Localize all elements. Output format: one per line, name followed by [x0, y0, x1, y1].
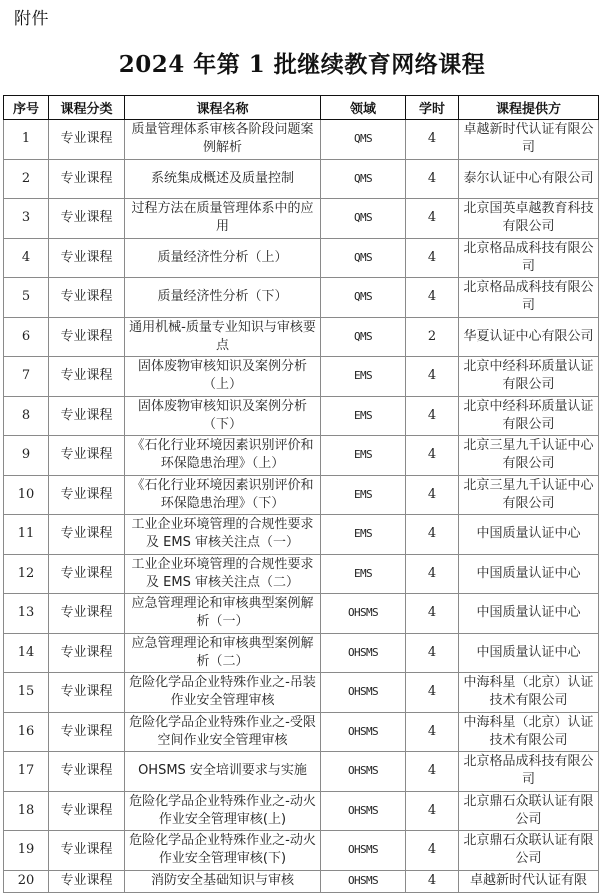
cell-domain: EMS — [321, 475, 406, 515]
cell-category: 专业课程 — [49, 199, 125, 239]
cell-provider: 北京鼎石众联认证有限公司 — [459, 791, 599, 831]
table-row — [4, 278, 599, 318]
cell-provider: 卓越新时代认证有限公司 — [459, 120, 599, 160]
cell-domain: EMS — [321, 436, 406, 476]
cell-hours: 4 — [406, 515, 459, 555]
cell-course-name: 固体废物审核知识及案例分析（上） — [125, 357, 321, 397]
column-header-no: 序号 — [4, 96, 49, 120]
cell-category: 专业课程 — [49, 317, 125, 357]
cell-provider: 北京格品成科技有限公司 — [459, 752, 599, 792]
course-table — [3, 95, 599, 893]
cell-no: 15 — [4, 673, 49, 713]
cell-category: 专业课程 — [49, 238, 125, 278]
cell-hours: 2 — [406, 317, 459, 357]
cell-provider: 北京国英卓越教育科技有限公司 — [459, 199, 599, 239]
cell-course-name: 《石化行业环境因素识别评价和环保隐患治理》（上） — [125, 436, 321, 476]
cell-domain: EMS — [321, 396, 406, 436]
cell-hours: 4 — [406, 594, 459, 634]
cell-course-name: 质量经济性分析（下） — [125, 278, 321, 318]
table-row — [4, 199, 599, 239]
cell-no: 18 — [4, 791, 49, 831]
cell-category: 专业课程 — [49, 515, 125, 555]
cell-course-name: 系统集成概述及质量控制 — [125, 159, 321, 199]
cell-provider: 北京格品成科技有限公司 — [459, 278, 599, 318]
cell-domain: OHSMS — [321, 673, 406, 713]
cell-course-name: 危险化学品企业特殊作业之-吊装作业安全管理审核 — [125, 673, 321, 713]
cell-domain: EMS — [321, 554, 406, 594]
cell-course-name: 应急管理理论和审核典型案例解析（二） — [125, 633, 321, 673]
cell-category: 专业课程 — [49, 436, 125, 476]
cell-domain: OHSMS — [321, 791, 406, 831]
table-row — [4, 238, 599, 278]
cell-domain: EMS — [321, 515, 406, 555]
cell-course-name: 《石化行业环境因素识别评价和环保隐患治理》（下） — [125, 475, 321, 515]
cell-hours: 4 — [406, 633, 459, 673]
cell-no: 5 — [4, 278, 49, 318]
cell-course-name: 质量经济性分析（上） — [125, 238, 321, 278]
cell-no: 3 — [4, 199, 49, 239]
table-row — [4, 673, 599, 713]
cell-hours: 4 — [406, 436, 459, 476]
table-header-row — [4, 96, 599, 120]
table-row — [4, 554, 599, 594]
cell-no: 19 — [4, 831, 49, 871]
cell-no: 20 — [4, 870, 49, 892]
cell-provider: 华夏认证中心有限公司 — [459, 317, 599, 357]
cell-domain: QMS — [321, 317, 406, 357]
column-header-domain: 领域 — [321, 96, 406, 120]
table-row — [4, 120, 599, 160]
cell-category: 专业课程 — [49, 396, 125, 436]
cell-course-name: 危险化学品企业特殊作业之-动火作业安全管理审核(上) — [125, 791, 321, 831]
cell-domain: OHSMS — [321, 594, 406, 634]
cell-no: 4 — [4, 238, 49, 278]
table-row — [4, 712, 599, 752]
cell-course-name: 工业企业环境管理的合规性要求及 EMS 审核关注点（一） — [125, 515, 321, 555]
cell-hours: 4 — [406, 475, 459, 515]
cell-hours: 4 — [406, 712, 459, 752]
cell-provider: 中国质量认证中心 — [459, 633, 599, 673]
cell-category: 专业课程 — [49, 791, 125, 831]
cell-provider: 泰尔认证中心有限公司 — [459, 159, 599, 199]
cell-category: 专业课程 — [49, 752, 125, 792]
cell-provider: 中海科星（北京）认证技术有限公司 — [459, 712, 599, 752]
cell-course-name: 固体废物审核知识及案例分析（下） — [125, 396, 321, 436]
cell-course-name: 应急管理理论和审核典型案例解析（一） — [125, 594, 321, 634]
table-row — [4, 317, 599, 357]
cell-domain: QMS — [321, 199, 406, 239]
cell-provider: 卓越新时代认证有限 — [459, 870, 599, 892]
cell-provider: 北京中经科环质量认证有限公司 — [459, 357, 599, 397]
cell-no: 12 — [4, 554, 49, 594]
cell-course-name: 过程方法在质量管理体系中的应用 — [125, 199, 321, 239]
cell-category: 专业课程 — [49, 712, 125, 752]
cell-domain: QMS — [321, 238, 406, 278]
cell-hours: 4 — [406, 199, 459, 239]
cell-provider: 中国质量认证中心 — [459, 554, 599, 594]
cell-no: 10 — [4, 475, 49, 515]
cell-hours: 4 — [406, 752, 459, 792]
cell-hours: 4 — [406, 120, 459, 160]
table-row — [4, 752, 599, 792]
cell-course-name: 危险化学品企业特殊作业之-动火作业安全管理审核(下) — [125, 831, 321, 871]
cell-provider: 北京三星九千认证中心有限公司 — [459, 436, 599, 476]
cell-domain: QMS — [321, 159, 406, 199]
cell-no: 7 — [4, 357, 49, 397]
cell-category: 专业课程 — [49, 554, 125, 594]
cell-course-name: 质量管理体系审核各阶段问题案例解析 — [125, 120, 321, 160]
table-row — [4, 357, 599, 397]
cell-category: 专业课程 — [49, 159, 125, 199]
table-row — [4, 436, 599, 476]
table-row — [4, 159, 599, 199]
cell-category: 专业课程 — [49, 673, 125, 713]
cell-hours: 4 — [406, 159, 459, 199]
cell-no: 8 — [4, 396, 49, 436]
cell-provider: 中国质量认证中心 — [459, 594, 599, 634]
cell-course-name: 通用机械-质量专业知识与审核要点 — [125, 317, 321, 357]
cell-domain: QMS — [321, 120, 406, 160]
cell-provider: 中国质量认证中心 — [459, 515, 599, 555]
cell-no: 1 — [4, 120, 49, 160]
cell-hours: 4 — [406, 673, 459, 713]
cell-provider: 北京鼎石众联认证有限公司 — [459, 831, 599, 871]
table-row — [4, 515, 599, 555]
cell-category: 专业课程 — [49, 633, 125, 673]
cell-provider: 北京中经科环质量认证有限公司 — [459, 396, 599, 436]
cell-category: 专业课程 — [49, 870, 125, 892]
cell-category: 专业课程 — [49, 357, 125, 397]
cell-hours: 4 — [406, 831, 459, 871]
cell-hours: 4 — [406, 554, 459, 594]
cell-no: 17 — [4, 752, 49, 792]
cell-no: 13 — [4, 594, 49, 634]
cell-domain: OHSMS — [321, 831, 406, 871]
cell-no: 11 — [4, 515, 49, 555]
column-header-provider: 课程提供方 — [459, 96, 599, 120]
cell-category: 专业课程 — [49, 594, 125, 634]
cell-no: 6 — [4, 317, 49, 357]
cell-provider: 北京格品成科技有限公司 — [459, 238, 599, 278]
cell-provider: 中海科星（北京）认证技术有限公司 — [459, 673, 599, 713]
cell-course-name: 消防安全基础知识与审核 — [125, 870, 321, 892]
cell-category: 专业课程 — [49, 278, 125, 318]
cell-course-name: 危险化学品企业特殊作业之-受限空间作业安全管理审核 — [125, 712, 321, 752]
cell-no: 14 — [4, 633, 49, 673]
table-row — [4, 396, 599, 436]
cell-no: 16 — [4, 712, 49, 752]
column-header-name: 课程名称 — [125, 96, 321, 120]
cell-hours: 4 — [406, 238, 459, 278]
cell-domain: OHSMS — [321, 870, 406, 892]
attachment-label: 附件 — [14, 9, 49, 29]
document-title: 2024 年第 1 批继续教育网络课程 — [118, 51, 486, 78]
table-row — [4, 831, 599, 871]
table-row — [4, 475, 599, 515]
cell-domain: EMS — [321, 357, 406, 397]
cell-domain: QMS — [321, 278, 406, 318]
table-row — [4, 594, 599, 634]
column-header-hours: 学时 — [406, 96, 459, 120]
cell-course-name: OHSMS 安全培训要求与实施 — [125, 752, 321, 792]
cell-hours: 4 — [406, 357, 459, 397]
cell-hours: 4 — [406, 396, 459, 436]
cell-category: 专业课程 — [49, 120, 125, 160]
cell-no: 2 — [4, 159, 49, 199]
table-row — [4, 791, 599, 831]
cell-course-name: 工业企业环境管理的合规性要求及 EMS 审核关注点（二） — [125, 554, 321, 594]
cell-category: 专业课程 — [49, 475, 125, 515]
cell-hours: 4 — [406, 870, 459, 892]
cell-category: 专业课程 — [49, 831, 125, 871]
cell-hours: 4 — [406, 791, 459, 831]
cell-domain: OHSMS — [321, 712, 406, 752]
cell-no: 9 — [4, 436, 49, 476]
table-row — [4, 633, 599, 673]
cell-provider: 北京三星九千认证中心有限公司 — [459, 475, 599, 515]
cell-domain: OHSMS — [321, 633, 406, 673]
column-header-category: 课程分类 — [49, 96, 125, 120]
cell-domain: OHSMS — [321, 752, 406, 792]
table-row — [4, 870, 599, 892]
cell-hours: 4 — [406, 278, 459, 318]
